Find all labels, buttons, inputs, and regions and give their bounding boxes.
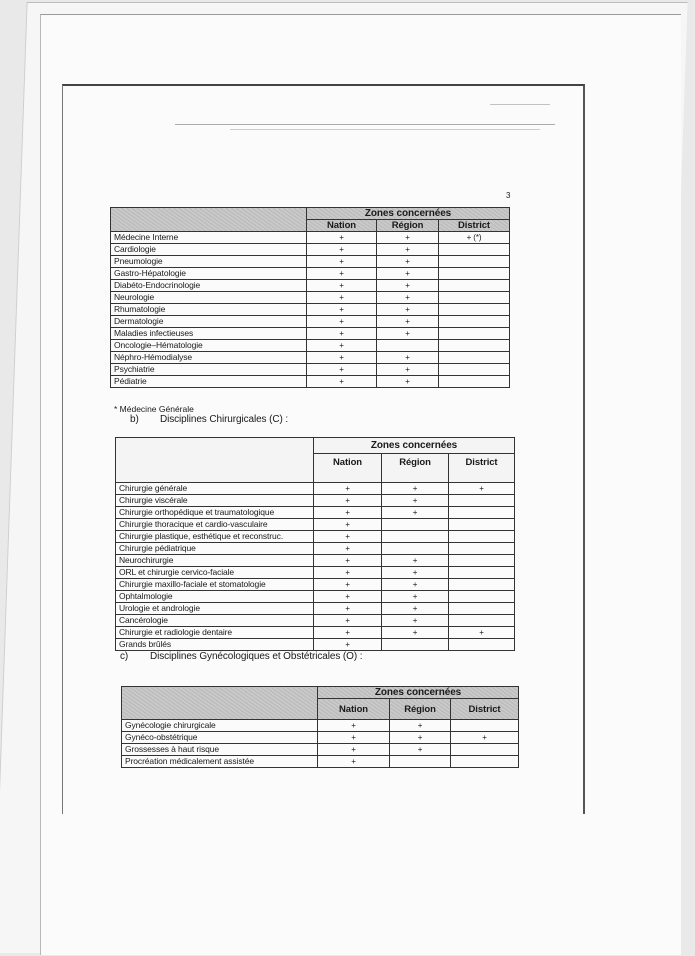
district-cell (449, 507, 515, 519)
footnote: * Médecine Générale (114, 404, 194, 414)
discipline-cell: Chirurgie et radiologie dentaire (116, 627, 314, 639)
col-header-region: Région (377, 220, 439, 232)
region-cell: + (382, 483, 449, 495)
table-row (111, 232, 510, 244)
discipline-cell: Chirurgie générale (116, 483, 314, 495)
section-c-title (120, 651, 362, 662)
district-cell (449, 555, 515, 567)
district-cell (449, 603, 515, 615)
nation-cell: + (318, 720, 390, 732)
region-cell: + (377, 328, 439, 340)
col-header-district: District (449, 454, 515, 483)
discipline-cell: Dermatologie (111, 316, 307, 328)
region-cell: + (382, 591, 449, 603)
discipline-cell: Chirurgie viscérale (116, 495, 314, 507)
table-row (111, 352, 510, 364)
discipline-cell: Diabéto-Endocrinologie (111, 280, 307, 292)
table-row (116, 555, 515, 567)
nation-cell: + (307, 232, 377, 244)
table-row (122, 756, 519, 768)
discipline-cell: Chirurgie plastique, esthétique et reconstruc. (116, 531, 314, 543)
nation-cell: + (318, 744, 390, 756)
discipline-cell: Cardiologie (111, 244, 307, 256)
district-cell (451, 756, 519, 768)
zones-header: Zones concernées (318, 687, 519, 699)
table-row (116, 519, 515, 531)
discipline-cell: Cancérologie (116, 615, 314, 627)
header-blank-cell (122, 687, 318, 720)
col-header-nation: Nation (307, 220, 377, 232)
region-cell (382, 531, 449, 543)
table-surgical-body (116, 483, 515, 651)
discipline-cell: Urologie et andrologie (116, 603, 314, 615)
table-row (111, 292, 510, 304)
discipline-cell: Chirurgie orthopédique et traumatologique (116, 507, 314, 519)
discipline-cell: Neurologie (111, 292, 307, 304)
discipline-cell: Grossesses à haut risque (122, 744, 318, 756)
table-row (116, 591, 515, 603)
region-cell (377, 340, 439, 352)
nation-cell: + (307, 316, 377, 328)
nation-cell: + (307, 244, 377, 256)
table-row (116, 543, 515, 555)
district-cell (449, 495, 515, 507)
nation-cell: + (314, 627, 382, 639)
region-cell: + (377, 256, 439, 268)
region-cell: + (377, 376, 439, 388)
scan-artifact-line (230, 129, 540, 130)
district-cell (449, 543, 515, 555)
nation-cell: + (307, 364, 377, 376)
region-cell: + (382, 555, 449, 567)
district-cell (439, 376, 510, 388)
nation-cell: + (314, 495, 382, 507)
region-cell (390, 756, 451, 768)
district-cell (449, 639, 515, 651)
table-gyneco-body (122, 720, 519, 768)
district-cell (439, 328, 510, 340)
region-cell: + (382, 615, 449, 627)
region-cell: + (382, 603, 449, 615)
discipline-cell: Néphro-Hémodialyse (111, 352, 307, 364)
table-row (111, 376, 510, 388)
header-blank-cell (111, 208, 307, 232)
section-c-text: Disciplines Gynécologiques et Obstétricales (O) : (150, 651, 363, 662)
district-cell: + (*) (439, 232, 510, 244)
table-gyneco-disciplines (121, 686, 519, 768)
district-cell (439, 280, 510, 292)
discipline-cell: Maladies infectieuses (111, 328, 307, 340)
section-c-label: c) (120, 651, 129, 662)
nation-cell: + (314, 519, 382, 531)
region-cell (382, 639, 449, 651)
nation-cell: + (314, 579, 382, 591)
region-cell: + (382, 627, 449, 639)
region-cell (382, 519, 449, 531)
region-cell: + (382, 579, 449, 591)
discipline-cell: ORL et chirurgie cervico-faciale (116, 567, 314, 579)
table-row (111, 364, 510, 376)
region-cell: + (377, 304, 439, 316)
district-cell (439, 364, 510, 376)
nation-cell: + (307, 352, 377, 364)
district-cell (449, 519, 515, 531)
nation-cell: + (314, 603, 382, 615)
district-cell (439, 316, 510, 328)
nation-cell: + (318, 732, 390, 744)
table-row (116, 627, 515, 639)
table-row (116, 531, 515, 543)
table-row (111, 328, 510, 340)
district-cell (439, 256, 510, 268)
district-cell (449, 531, 515, 543)
nation-cell: + (307, 328, 377, 340)
nation-cell: + (314, 591, 382, 603)
section-b-title (130, 414, 288, 425)
nation-cell: + (314, 555, 382, 567)
table-row (122, 732, 519, 744)
nation-cell: + (307, 256, 377, 268)
table-row (111, 244, 510, 256)
nation-cell: + (314, 567, 382, 579)
region-cell: + (377, 232, 439, 244)
table-row (116, 603, 515, 615)
discipline-cell: Gastro-Hépatologie (111, 268, 307, 280)
nation-cell: + (314, 531, 382, 543)
nation-cell: + (314, 483, 382, 495)
table-row (116, 579, 515, 591)
region-cell: + (390, 732, 451, 744)
zones-header: Zones concernées (307, 208, 510, 220)
table-row (116, 507, 515, 519)
scan-artifact-line (490, 104, 550, 105)
col-header-district: District (451, 699, 519, 720)
region-cell: + (377, 316, 439, 328)
table-medical-disciplines (110, 207, 510, 388)
nation-cell: + (314, 615, 382, 627)
district-cell (439, 292, 510, 304)
district-cell (439, 244, 510, 256)
section-b-text: Disciplines Chirurgicales (C) : (160, 414, 289, 425)
col-header-region: Région (382, 454, 449, 483)
table-row (116, 639, 515, 651)
scan-artifact-line (175, 124, 555, 125)
nation-cell: + (307, 280, 377, 292)
nation-cell: + (307, 292, 377, 304)
district-cell (451, 744, 519, 756)
nation-cell: + (307, 268, 377, 280)
region-cell: + (377, 292, 439, 304)
district-cell (449, 579, 515, 591)
discipline-cell: Psychiatrie (111, 364, 307, 376)
region-cell: + (382, 567, 449, 579)
discipline-cell: Pneumologie (111, 256, 307, 268)
discipline-cell: Neurochirurgie (116, 555, 314, 567)
table-row (116, 483, 515, 495)
region-cell: + (382, 495, 449, 507)
region-cell: + (390, 744, 451, 756)
district-cell (439, 352, 510, 364)
district-cell (449, 567, 515, 579)
table-row (111, 268, 510, 280)
discipline-cell: Rhumatologie (111, 304, 307, 316)
district-cell (451, 720, 519, 732)
col-header-nation: Nation (318, 699, 390, 720)
region-cell: + (377, 280, 439, 292)
district-cell (449, 591, 515, 603)
table-row (122, 744, 519, 756)
district-cell: + (451, 732, 519, 744)
nation-cell: + (307, 304, 377, 316)
discipline-cell: Gynécologie chirurgicale (122, 720, 318, 732)
page-number: 3 (506, 191, 511, 200)
region-cell: + (390, 720, 451, 732)
discipline-cell: Chirurgie maxillo-faciale et stomatologie (116, 579, 314, 591)
region-cell: + (382, 507, 449, 519)
district-cell (439, 304, 510, 316)
table-row (122, 720, 519, 732)
region-cell (382, 543, 449, 555)
district-cell: + (449, 627, 515, 639)
discipline-cell: Pédiatrie (111, 376, 307, 388)
district-cell (439, 340, 510, 352)
nation-cell: + (318, 756, 390, 768)
table-row (116, 615, 515, 627)
nation-cell: + (314, 543, 382, 555)
discipline-cell: Ophtalmologie (116, 591, 314, 603)
nation-cell: + (314, 507, 382, 519)
table-row (116, 495, 515, 507)
discipline-cell: Gynéco-obstétrique (122, 732, 318, 744)
discipline-cell: Grands brûlés (116, 639, 314, 651)
col-header-region: Région (390, 699, 451, 720)
table-row (111, 280, 510, 292)
table-medical-body (111, 232, 510, 388)
table-row (111, 316, 510, 328)
nation-cell: + (307, 340, 377, 352)
col-header-nation: Nation (314, 454, 382, 483)
discipline-cell: Médecine Interne (111, 232, 307, 244)
region-cell: + (377, 244, 439, 256)
discipline-cell: Chirurgie pédiatrique (116, 543, 314, 555)
nation-cell: + (314, 639, 382, 651)
discipline-cell: Oncologie–Hématologie (111, 340, 307, 352)
nation-cell: + (307, 376, 377, 388)
table-row (116, 567, 515, 579)
district-cell: + (449, 483, 515, 495)
table-row (111, 340, 510, 352)
section-b-label: b) (130, 414, 139, 425)
district-cell (449, 615, 515, 627)
table-row (111, 256, 510, 268)
region-cell: + (377, 268, 439, 280)
discipline-cell: Chirurgie thoracique et cardio-vasculaire (116, 519, 314, 531)
region-cell: + (377, 364, 439, 376)
header-blank-cell (116, 438, 314, 483)
district-cell (439, 268, 510, 280)
col-header-district: District (439, 220, 510, 232)
zones-header: Zones concernées (314, 438, 515, 454)
table-surgical-disciplines (115, 437, 515, 651)
table-row (111, 304, 510, 316)
discipline-cell: Procréation médicalement assistée (122, 756, 318, 768)
region-cell: + (377, 352, 439, 364)
